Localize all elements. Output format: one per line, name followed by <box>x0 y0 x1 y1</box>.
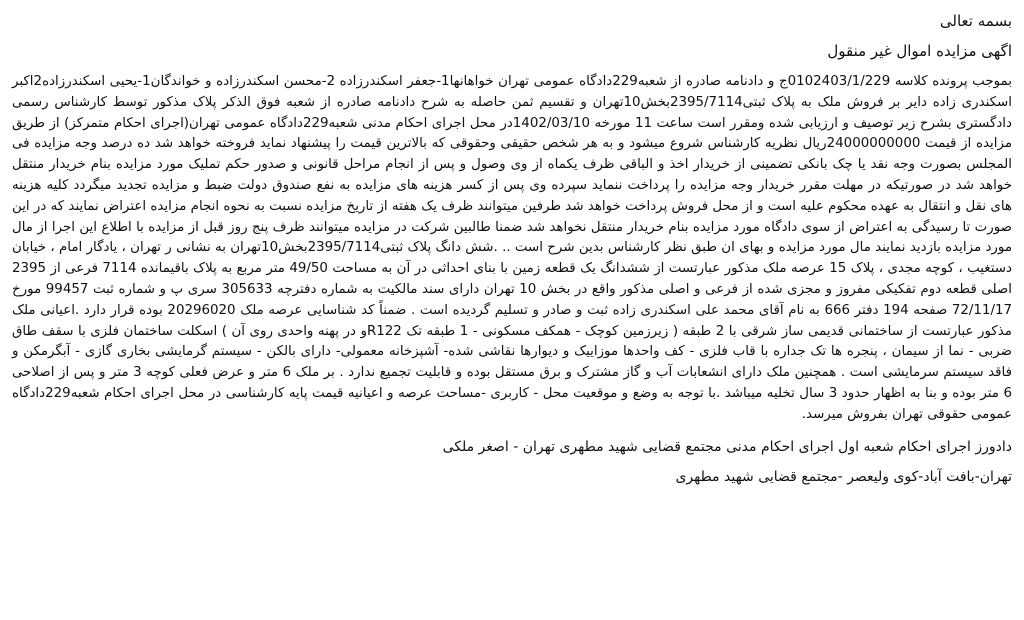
bismillah-heading: بسمه تعالی <box>939 12 1012 30</box>
address-line: تهران-بافت آباد-کوی ولیعصر -مجتمع قضایی شهید مطهری <box>675 468 1012 485</box>
notice-title: اگهی مزایده اموال غیر منقول <box>827 42 1012 60</box>
signature-line: دادورز اجرای احکام شعبه اول اجرای احکام مدنی مجتمع قضایی شهید مطهری تهران - اصغر ملکی <box>442 438 1012 455</box>
notice-body: بموجب پرونده کلاسه 0102403/1/229ج و دادنامه صادره از شعبه229دادگاه عمومی تهران خواهانها1-جعفر اسکندرزاده 2-محسن اسکندرزاده و خواندگان1-یحیی اسکندرزاده2اکبر اسکندری زاده دایر بر فروش ملک به پلاک ثبتی2395/7114بخش10تهران و تقسیم ثمن حاصله به شرح دادنامه صادره از شعبه فوق الذکر پلاک مذکور توسط کارشناس رسمی دادگستری بشرح زیر توصیف و ارزیابی شده ومقرر است ساعت 11 مورخه 1402/03/10در محل اجرای احکام مدنی شعبه229دادگاه عمومی تهران(اجرای احکام متمرکز) از طریق مزایده از قیمت 24000000000ریال نظریه کارشناس شروع میشود و به هر شخص حقیقی وحقوقی که بالاترین قیمت را پیشنهاد نماید فروخته خواهد شد ده درصد وجه مزایده فی المجلس بصورت وجه نقد یا چک بانکی تضمینی از خریدار اخذ و الباقی ظرف یکماه از وی وصول و پس از انجام مراحل قانونی و صدور حکم تملیک مورد مزایده بنام خریدار منتقل خواهد شد در صورتیکه در مهلت مقرر خریدار وجه مزایده را پرداخت ننماید سپرده وی پس از کسر هزینه های مزایده به نفع صندوق دولت ضبط و مزایده تجدید میگردد کلیه هزینه های نقل و انتقال به عهده محکوم علیه است و از محل فروش پرداخت خواهد شد طرفین میتوانند ظرف یک هفته از تاریخ مزایده نسبت به نحوه انجام مزایده اعتراض نمایند که در این صورت تا رسیدگی به اعتراض از سوی دادگاه مورد مزایده بنام خریدار منتقل نخواهد شد ضمنا طالبین شرکت در مزایده میتوانند ظرف پنج روز قبل از مزایده با اطلاع این اجرا از مال مورد مزایده بازدید نمایند مال مورد مزایده و بهای ان طبق نظر کارشناس بدین شرح است .. .شش دانگ پلاک ثبتی2395/7114بخش10تهران به نشانی ر تهران ، یادگار امام ، خیابان دستغیب ، کوچه مجدی ، پلاک 15 عرصه ملک مذکور عبارتست از ششدانگ یک قطعه زمین با بنای احداثی در آن به مساحت 49/50 متر مربع به پلاک باقیمانده 7114 فرعی از 2395 اصلی قطعه دوم تفکیکی مفروز و مجزی شده از فرعی و اصلی مذکور واقع در بخش 10 تهران دارای سند مالکیت به شماره دفترچه 305633 سری پ و شماره ثبت 99457 مورخ 72/11/17 صفحه 194 دفتر 666 به نام آقای محمد علی اسکندری زاده ثبت و صادر و تسلیم گردیده است . ضمناً کد شناسایی عرصه ملک 20296020 بوده قرار دارد .اعیانی ملک مذکور عبارتست از ساختمانی قدیمی ساز شرقی با 2 طبقه ( زیرزمین کوچک - همکف مسکونی - 1 طبقه تک R122و در پهنه واحدی روی آن ) اسکلت ساختمان فلزی با سقف طاق ضربی - نما از سیمان ، پنجره ها تک جداره با قاب فلزی - کف واحدها موزاییک و دیوارها نقاشی شده- آشپزخانه معمولی- دارای بالکن - سیستم گرمایشی بخاری گازی - آبگرمکن و فاقد سیستم سرمایشی است . همچنین ملک دارای انشعابات آب و گاز مشترک و برق مستقل بوده و قابلیت تجمیع ندارد . بر ملک 6 متر و عرض فعلی کوچه 3 متر و پس از اصلاحی 6 متر بوده و بنا به اظهار حدود 3 سال تخلیه میباشد .با توجه به وضع و موقعیت محل - کاربری -مساحت عرصه و اعیانیه قیمت پایه کارشناسی در محل اجرای احکام شعبه229دادگاه عمومی حقوقی تهران بفروش میرسد. <box>12 74 1013 422</box>
